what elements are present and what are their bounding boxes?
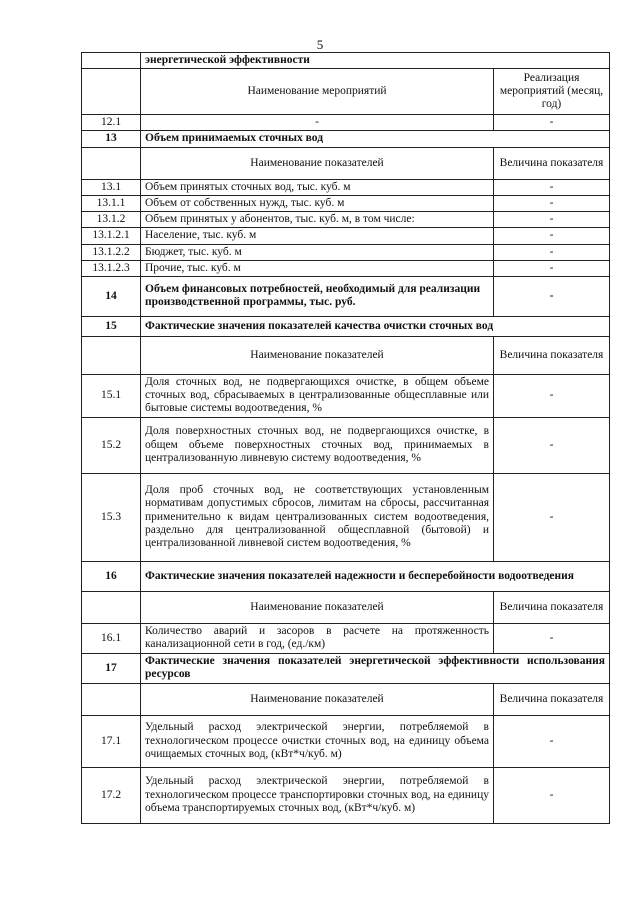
- column-header-realization: Реализация мероприятий (месяц, год): [494, 69, 610, 115]
- column-header-value: Величина показателя: [494, 147, 610, 179]
- row-value: -: [494, 260, 610, 276]
- page-number: 5: [316, 37, 324, 52]
- column-header-value: Величина показателя: [494, 683, 610, 715]
- row-value: -: [494, 228, 610, 244]
- column-header-indicators: Наименование показателей: [141, 683, 494, 715]
- row-name: Доля поверхностных сточных вод, не подвергающихся очистке, в общем объеме поверхностных сточных вод, принимаемых в централизованную ливневую систему водоотведения, %: [141, 417, 494, 473]
- row-number: 17.1: [82, 715, 141, 767]
- table-row: [82, 260, 610, 276]
- column-header-row: [82, 147, 610, 179]
- row-value: -: [494, 374, 610, 417]
- row-name: Удельный расход электрической энергии, потребляемой в технологическом процессе очистки сточных вод, на единицу объема очищаемых сточных вод, (кВт*ч/куб. м): [141, 715, 494, 767]
- row-number: 15.3: [82, 473, 141, 561]
- table-row: [82, 115, 610, 131]
- section-title: Объем принимаемых сточных вод: [141, 131, 610, 147]
- section-number: 13: [82, 131, 141, 147]
- column-header-row: [82, 683, 610, 715]
- row-name: -: [141, 115, 494, 131]
- row-value: -: [494, 212, 610, 228]
- column-header-measures: Наименование мероприятий: [141, 69, 494, 115]
- section-row: [82, 561, 610, 591]
- table-row: [82, 417, 610, 473]
- section-title: Фактические значения показателей качества очистки сточных вод: [141, 316, 610, 336]
- row-name: Количество аварий и засоров в расчете на протяженность канализационной сети в год, (ед./км): [141, 623, 494, 653]
- table-row: [82, 195, 610, 211]
- section-title: Фактические значения показателей энергетической эффективности использования ресурсов: [141, 653, 610, 683]
- row-number: 13.1.2.1: [82, 228, 141, 244]
- table-row: [82, 228, 610, 244]
- row-value: -: [494, 195, 610, 211]
- column-header-indicators: Наименование показателей: [141, 336, 494, 374]
- indicators-table: [81, 52, 610, 824]
- table-row: [82, 623, 610, 653]
- column-header-row: [82, 69, 610, 115]
- row-number: 15.2: [82, 417, 141, 473]
- row-name: Доля сточных вод, не подвергающихся очистке, в общем объеме сточных вод, сбрасываемых в централизованные общесплавные или бытовые системы водоотведения, %: [141, 374, 494, 417]
- row-number: 15.1: [82, 374, 141, 417]
- section-title: Объем финансовых потребностей, необходимый для реализации производственной программы, тыс. руб.: [141, 276, 494, 316]
- table-row: [82, 53, 610, 69]
- section-row: [82, 316, 610, 336]
- table-row: [82, 715, 610, 767]
- column-header-indicators: Наименование показателей: [141, 147, 494, 179]
- section-number: 15: [82, 316, 141, 336]
- section-title: Фактические значения показателей надежности и бесперебойности водоотведения: [141, 561, 610, 591]
- row-number: 13.1.2.2: [82, 244, 141, 260]
- table-row: [82, 473, 610, 561]
- column-header-indicators: Наименование показателей: [141, 591, 494, 623]
- row-value: -: [494, 417, 610, 473]
- row-name: Прочие, тыс. куб. м: [141, 260, 494, 276]
- table-row: [82, 767, 610, 823]
- table-row: [82, 212, 610, 228]
- row-value: -: [494, 473, 610, 561]
- table-row: [82, 179, 610, 195]
- section-number: 16: [82, 561, 141, 591]
- column-header-value: Величина показателя: [494, 591, 610, 623]
- column-header-value: Величина показателя: [494, 336, 610, 374]
- row-number: 13.1.2.3: [82, 260, 141, 276]
- row-name: Бюджет, тыс. куб. м: [141, 244, 494, 260]
- section-number: 17: [82, 653, 141, 683]
- table-row: [82, 374, 610, 417]
- section-number: 14: [82, 276, 141, 316]
- row-name: Объем принятых сточных вод, тыс. куб. м: [141, 179, 494, 195]
- row-name: Объем принятых у абонентов, тыс. куб. м, в том числе:: [141, 212, 494, 228]
- row-name: Объем от собственных нужд, тыс. куб. м: [141, 195, 494, 211]
- row-number: 13.1.1: [82, 195, 141, 211]
- row-number: 17.2: [82, 767, 141, 823]
- column-header-row: [82, 591, 610, 623]
- row-number: 12.1: [82, 115, 141, 131]
- row-value: -: [494, 276, 610, 316]
- row-name: Доля проб сточных вод, не соответствующих установленным нормативам допустимых сбросов, лимитам на сбросы, рассчитанная применительно к видам централизованных систем водоотведения, раздельно для централизованной общесплавной (бытовой) и централизованной ливневой систем водоотведения, %: [141, 473, 494, 561]
- row-number: 13.1.2: [82, 212, 141, 228]
- section-row: [82, 131, 610, 147]
- row-value: -: [494, 767, 610, 823]
- table-row: [82, 244, 610, 260]
- row-number: 13.1: [82, 179, 141, 195]
- row-value: -: [494, 115, 610, 131]
- section-row: [82, 276, 610, 316]
- row-value: -: [494, 244, 610, 260]
- row-value: -: [494, 623, 610, 653]
- column-header-row: [82, 336, 610, 374]
- section-row: [82, 653, 610, 683]
- row-value: -: [494, 179, 610, 195]
- row-value: -: [494, 715, 610, 767]
- row-number: 16.1: [82, 623, 141, 653]
- row-name: Население, тыс. куб. м: [141, 228, 494, 244]
- row-name: Удельный расход электрической энергии, потребляемой в технологическом процессе транспортировки сточных вод, на единицу объема транспортируемых сточных вод, (кВт*ч/куб. м): [141, 767, 494, 823]
- section-title-continued: энергетической эффективности: [141, 53, 610, 69]
